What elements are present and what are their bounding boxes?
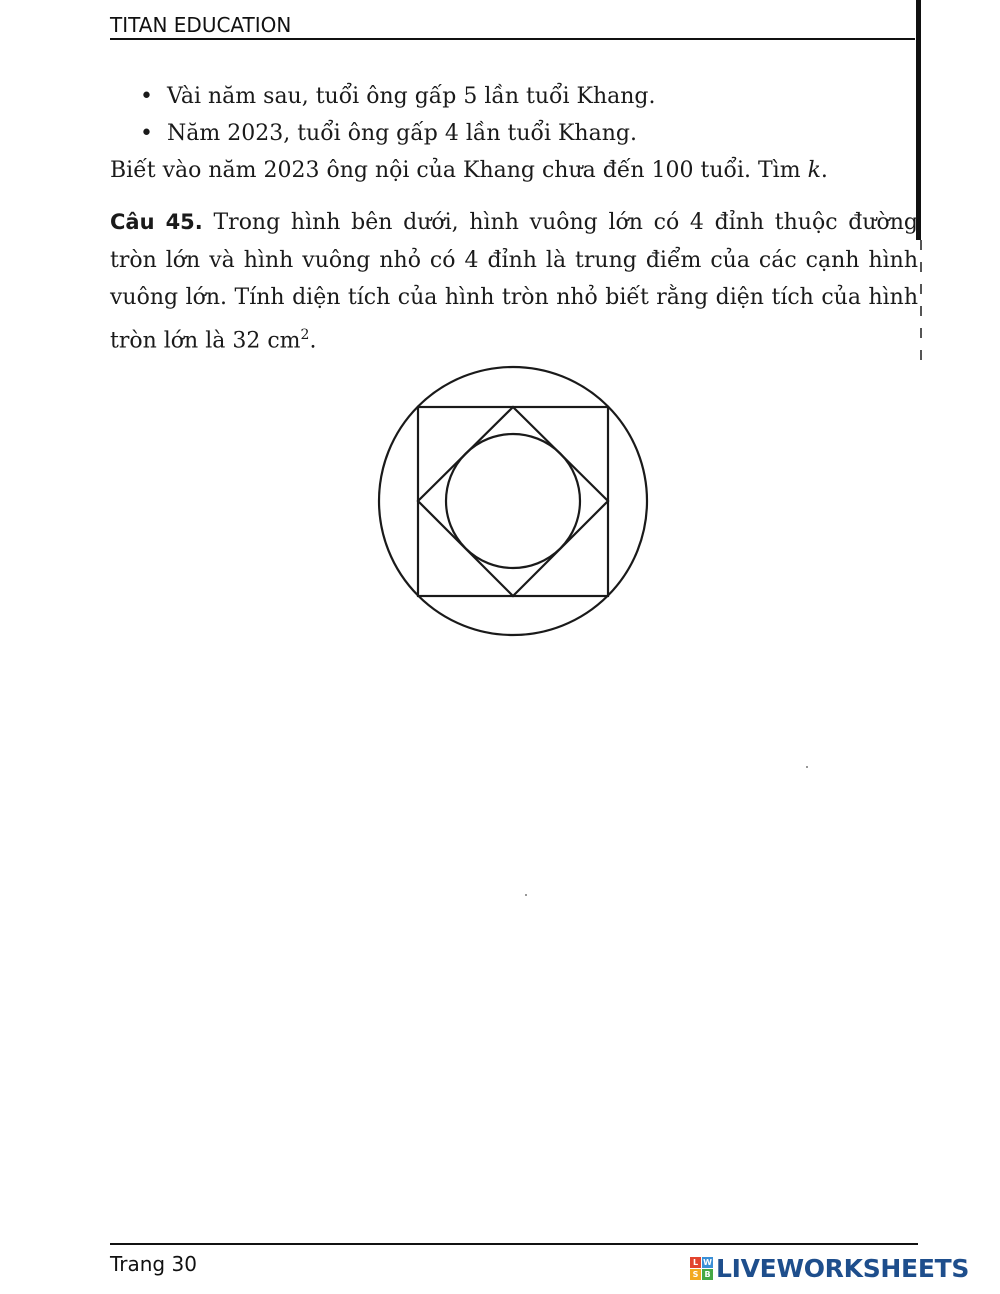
bullet-item: • Năm 2023, tuổi ông gấp 4 lần tuổi Khang. [140, 115, 655, 152]
geometry-figure [375, 365, 651, 641]
header-title: TITAN EDUCATION [110, 13, 292, 37]
liveworksheets-icon [690, 1257, 713, 1280]
question-text: Trong hình bên dưới, hình vuông lớn có 4 đỉnh thuộc đường tròn lớn và hình vuông nhỏ có 4 đỉnh là trung điểm của các cạnh hình vuông lớn. Tính diện tích của hình tròn nhỏ biết rằng diện tích của hình tròn lớn là 32 cm [110, 210, 919, 353]
scan-speck [525, 894, 527, 896]
icon-tile: S [690, 1269, 701, 1280]
closing-text: Biết vào năm 2023 ông nội của Khang chưa đến 100 tuổi. Tìm [110, 158, 808, 183]
exponent: 2 [300, 326, 310, 343]
scan-speck [806, 766, 808, 768]
problem-44-closing [110, 152, 828, 189]
icon-tile: B [702, 1269, 713, 1280]
liveworksheets-logo[interactable] [690, 1253, 969, 1283]
icon-tile: W [703, 1257, 712, 1267]
header-rule [110, 38, 915, 40]
bullet-list [140, 78, 655, 152]
variable-k: k [807, 158, 821, 183]
bullet-item: • Vài năm sau, tuổi ông gấp 5 lần tuổi Khang. [140, 78, 655, 115]
closing-period: . [820, 158, 828, 183]
problem-45 [110, 204, 918, 359]
icon-tile: L [690, 1257, 701, 1268]
brand-name: LIVEWORKSHEETS [716, 1253, 970, 1283]
question-label: Câu 45. [110, 210, 203, 234]
page-number: Trang 30 [110, 1252, 197, 1276]
footer-rule [110, 1243, 918, 1245]
question-period: . [309, 327, 317, 353]
small-circle [446, 434, 580, 568]
scan-edge-faint [920, 240, 922, 370]
